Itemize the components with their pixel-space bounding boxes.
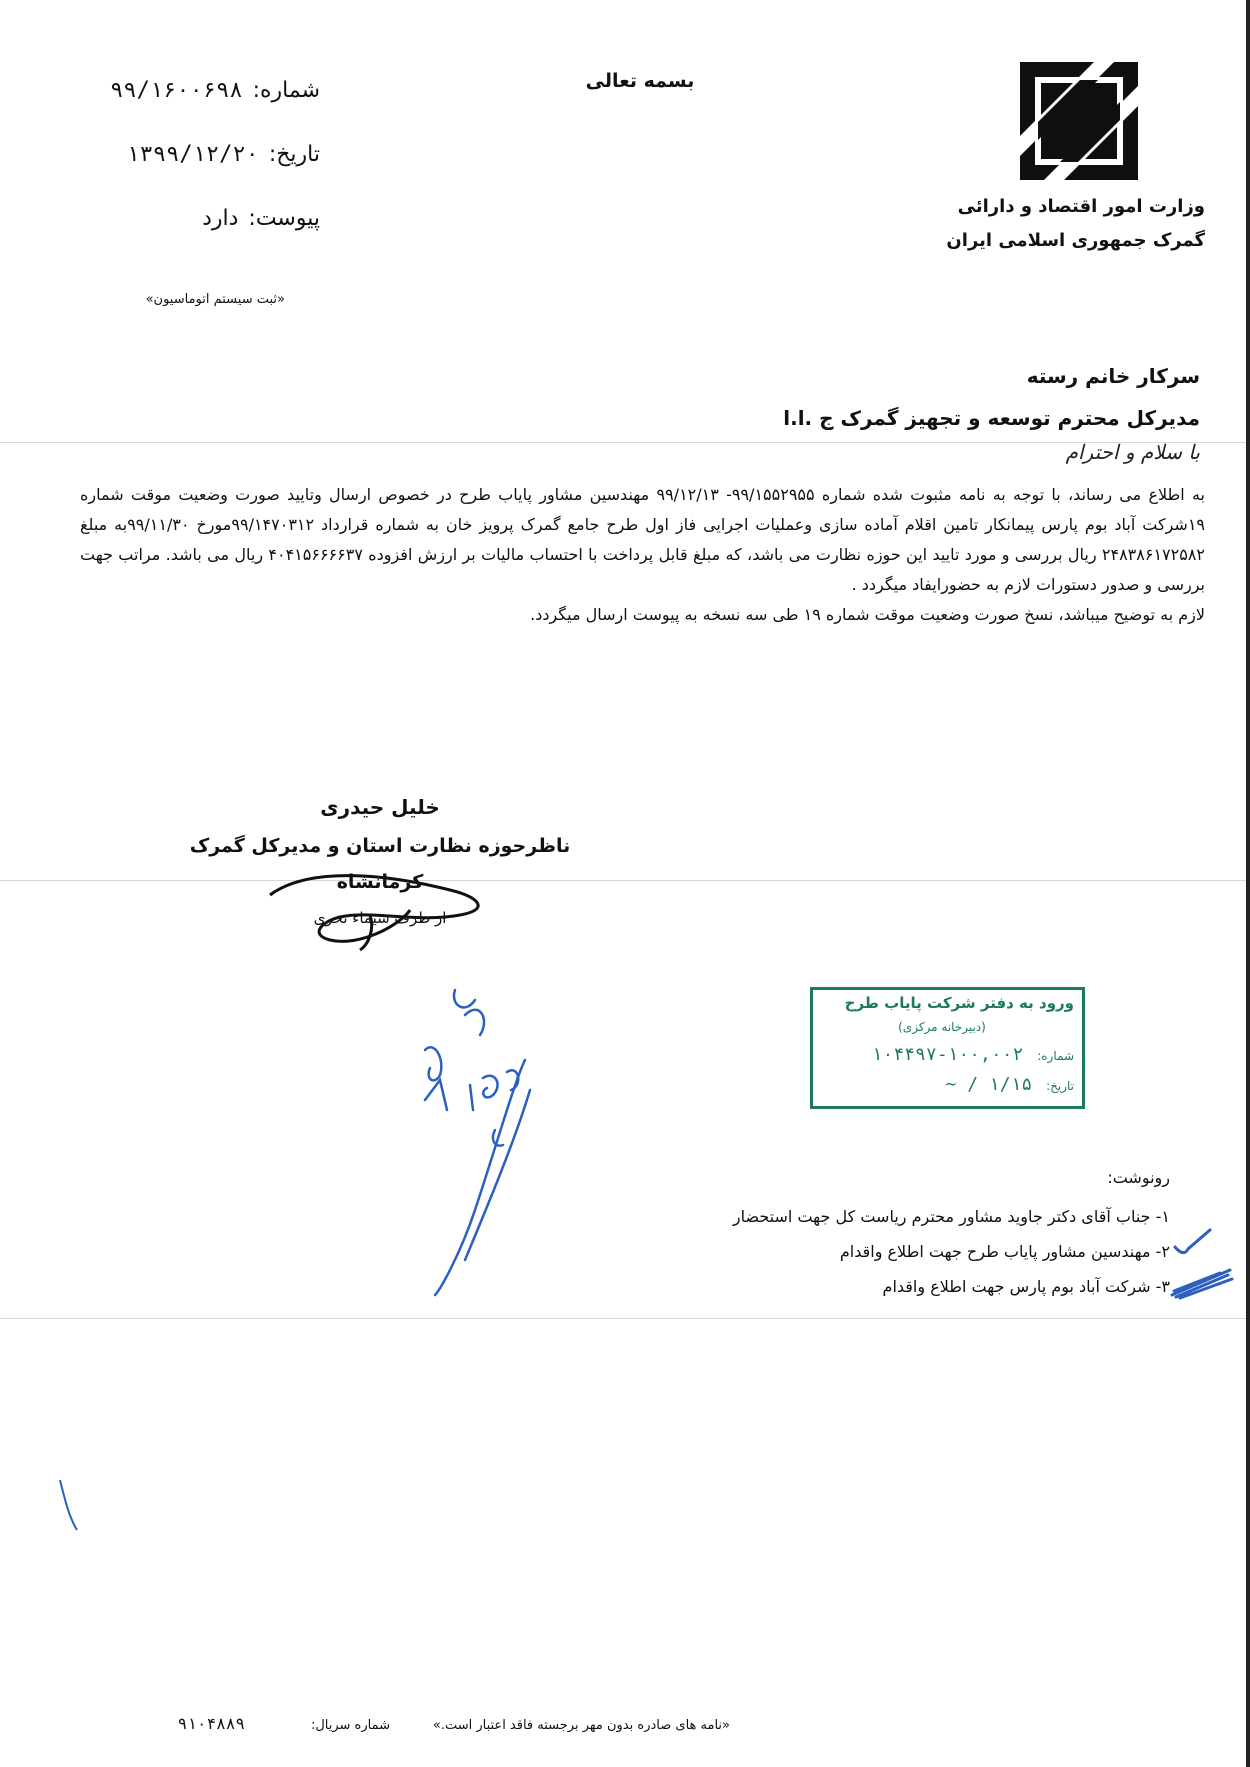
stamp-subtitle: (دبیرخانه مرکزی): [898, 1020, 986, 1034]
cc-item: ۳- شرکت آباد بوم پارس جهت اطلاع واقدام: [882, 1277, 1170, 1296]
date-row: [60, 142, 320, 206]
stamp-date-row: [819, 1074, 1074, 1095]
number-row: [60, 78, 320, 142]
signer-title: ناظرحوزه نظارت استان و مدیرکل گمرک کرمانشاه: [189, 835, 571, 893]
stamp-number-label: شماره:: [1037, 1049, 1074, 1063]
date-label: تاریخ:: [268, 142, 320, 167]
greeting: با سلام و احترام: [1065, 440, 1200, 464]
cc-block: [650, 1160, 1170, 1304]
handwritten-annotation-icon: [395, 960, 635, 1300]
cc-item: ۲- مهندسین مشاور پایاب طرح جهت اطلاع واقدام: [839, 1242, 1170, 1261]
attachment-label: پیوست:: [248, 206, 320, 231]
letter-footer: [110, 1712, 1150, 1740]
organization-block: [900, 190, 1205, 258]
received-stamp: [810, 987, 1085, 1109]
stamp-number-value: ۱۰۰,۰۰۲-۱۰۴۴۹۷: [871, 1044, 1024, 1065]
automation-note: «ثبت سیستم اتوماسیون»: [145, 292, 285, 307]
date-value: ۱۳۹۹/۱۲/۲۰: [126, 142, 259, 167]
serial-label: شماره سریال:: [310, 1718, 390, 1733]
basmala: بسمه تعالی: [585, 70, 695, 92]
number-value: ۹۹/۱۶۰۰۶۹۸: [110, 78, 243, 103]
recipient-title: مدیرکل محترم توسعه و تجهیز گمرک ج .ا.ا: [783, 406, 1200, 430]
ministry-name: وزارت امور اقتصاد و دارائی: [957, 196, 1205, 217]
pen-mark-icon: [55, 1475, 85, 1535]
attachment-row: [60, 206, 320, 270]
pen-check-marks-icon: [1170, 1225, 1240, 1305]
attachment-value: دارد: [202, 206, 239, 231]
fold-line: [0, 1318, 1250, 1319]
letter-body: [80, 480, 1205, 630]
customs-logo-icon: [1020, 62, 1138, 180]
recipient-name: سرکار خانم رسته: [1026, 364, 1200, 388]
cc-list: [650, 1199, 1170, 1304]
cc-heading: رونوشت:: [1107, 1168, 1170, 1187]
serial-value: ۹۱۰۴۸۸۹: [177, 1714, 245, 1733]
recipient-block: [600, 355, 1200, 439]
stamp-date-value: ۱/۱۵ / ~: [945, 1074, 1033, 1095]
body-paragraph: به اطلاع می رساند، با توجه به نامه مثبوت شده شماره ۹۹/۱۵۵۲۹۵۵- ۹۹/۱۲/۱۳ مهندسین مشاور پایاب طرح در خصوص ارسال وتایید صورت وضعیت موقت شماره ۱۹شرکت آباد بوم پارس پیمانکار تامین اقلام آماده سازی وعملیات اجرایی فاز اول طرح جامع گمرک پرویز خان به شماره قرارداد ۹۹/۱۴۷۰۳۱۲مورخ ۹۹/۱۱/۳۰به مبلغ ۲۴۸۳۸۶۱۷۲۵۸۲ ریال بررسی و مورد تایید این حوزه نظارت می باشد، که مبلغ قابل پرداخت با احتساب مالیات بر ارزش افزوده ۴۰۴۱۵۶۶۶۶۳۷ ریال می باشد. مراتب جهت بررسی و صدور دستورات لازم به حضورایفاد میگردد .: [80, 485, 1206, 594]
footer-note: «نامه های صادره بدون مهر برجسته فاقد اعتبار است.»: [432, 1718, 730, 1733]
handwritten-signature-icon: [250, 855, 510, 955]
letter-meta: [60, 78, 320, 270]
scan-edge: [1246, 0, 1250, 1767]
stamp-number-row: [819, 1044, 1074, 1065]
signer-on-behalf: از طرف شیماء تحری: [313, 909, 447, 927]
customs-name: گمرک جمهوری اسلامی ایران: [946, 230, 1205, 251]
number-label: شماره:: [252, 78, 320, 103]
cc-item: ۱- جناب آقای دکتر جاوید مشاور محترم ریاست کل جهت استحضار: [732, 1207, 1170, 1226]
signer-name: خلیل حیدری: [320, 795, 440, 819]
body-paragraph: لازم به توضیح میباشد، نسخ صورت وضعیت موقت شماره ۱۹ طی سه نسخه به پیوست ارسال میگردد.: [530, 605, 1205, 624]
stamp-title: ورود به دفتر شرکت پایاب طرح: [844, 994, 1074, 1012]
stamp-date-label: تاریخ:: [1046, 1079, 1074, 1093]
